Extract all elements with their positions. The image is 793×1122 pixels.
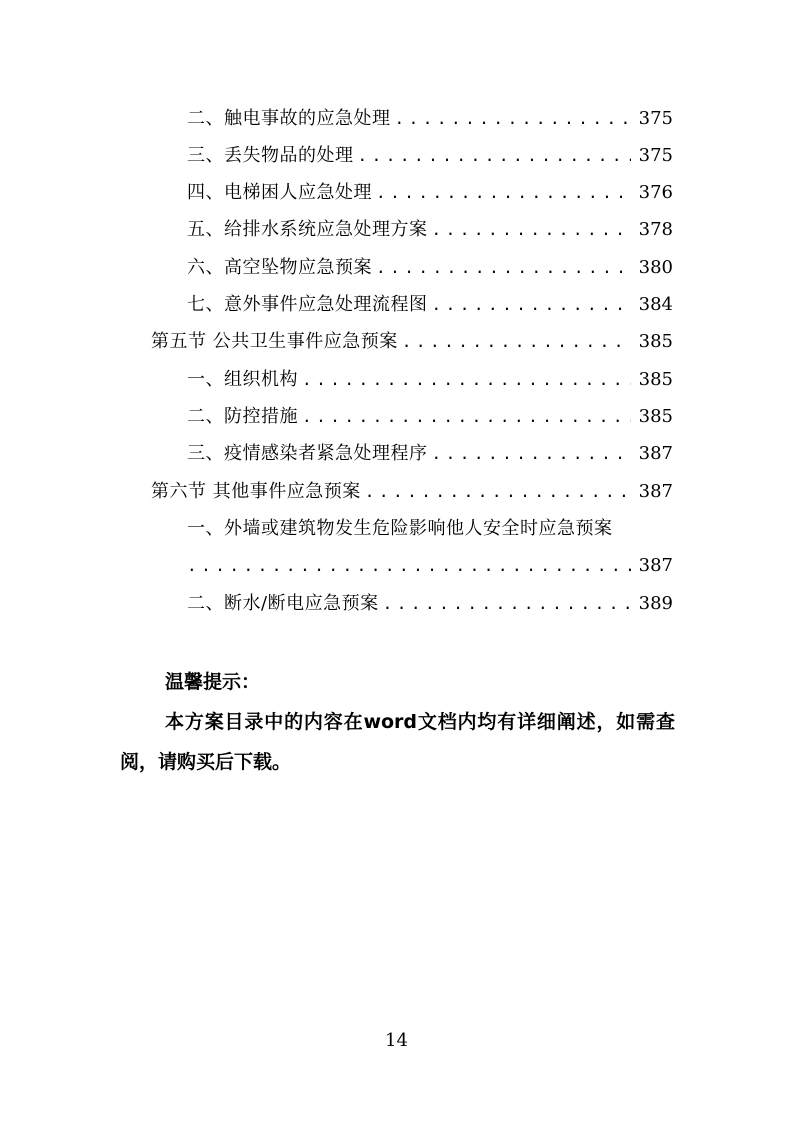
toc-entry-title: 二、断水/断电应急预案 (187, 593, 379, 614)
toc-entry-page: 387 (638, 555, 673, 576)
toc-entry-title: 第六节 其他事件应急预案 (151, 481, 361, 502)
toc-entry-page: 375 (638, 145, 673, 166)
toc-entry-title: 四、电梯困人应急处理 (187, 182, 372, 203)
toc-leader-dots (432, 216, 631, 244)
toc-entry-page: 384 (638, 294, 673, 315)
toc-entry-title: 一、外墙或建筑物发生危险影响他人安全时应急预案 (187, 518, 613, 539)
toc-leader-dots (402, 328, 631, 356)
toc-entry-title: 第五节 公共卫生事件应急预案 (151, 331, 398, 352)
toc-entry-page: 380 (638, 257, 673, 278)
toc-entry[interactable] (187, 216, 673, 244)
toc-entry[interactable] (187, 366, 673, 394)
toc-entry-title: 六、高空坠物应急预案 (187, 257, 372, 278)
toc-entry-title: 二、触电事故的应急处理 (187, 108, 391, 129)
toc-entry[interactable] (187, 142, 673, 170)
page-number: 14 (385, 1030, 408, 1051)
toc-entry-title: 二、防控措施 (187, 406, 298, 427)
toc-entry-continuation[interactable] (187, 552, 673, 580)
toc-section-entry[interactable] (151, 478, 673, 506)
toc-entry[interactable] (187, 291, 673, 319)
toc-entry-title: 五、给排水系统应急处理方案 (187, 219, 428, 240)
toc-entry-title: 七、意外事件应急处理流程图 (187, 294, 428, 315)
toc-leader-dots (358, 142, 631, 170)
toc-leader-dots (365, 478, 631, 506)
toc-entry[interactable] (187, 440, 673, 468)
toc-entry[interactable] (187, 515, 673, 543)
toc-leader-dots (187, 552, 631, 580)
toc-entry-page: 375 (638, 108, 673, 129)
toc-entry[interactable] (187, 590, 673, 618)
toc-leader-dots (432, 440, 631, 468)
toc-entry-page: 385 (638, 406, 673, 427)
toc-entry-page: 385 (638, 369, 673, 390)
notice-box (120, 662, 675, 782)
toc-entry-page: 389 (638, 593, 673, 614)
notice-body: 本方案目录中的内容在word文档内均有详细阐述，如需查阅，请购买后下载。 (120, 711, 675, 773)
toc-entry[interactable] (187, 179, 673, 207)
toc-entry-title: 三、疫情感染者紧急处理程序 (187, 443, 428, 464)
toc-entry-page: 385 (638, 331, 673, 352)
toc-leader-dots (383, 590, 631, 618)
toc-entry-page: 378 (638, 219, 673, 240)
notice-heading: 温馨提示： (165, 671, 261, 693)
toc-section-entry[interactable] (151, 328, 673, 356)
toc-entry-page: 376 (638, 182, 673, 203)
toc-entry-title: 三、丢失物品的处理 (187, 145, 354, 166)
toc-leader-dots (432, 291, 631, 319)
toc-leader-dots (302, 366, 631, 394)
toc-leader-dots (302, 403, 631, 431)
toc-entry-page: 387 (638, 443, 673, 464)
toc-entry[interactable] (187, 403, 673, 431)
toc-leader-dots (376, 179, 631, 207)
toc-entry-page: 387 (638, 481, 673, 502)
toc-leader-dots (376, 254, 631, 282)
toc-leader-dots (395, 105, 631, 133)
toc-entry[interactable] (187, 105, 673, 133)
toc-entry-title: 一、组织机构 (187, 369, 298, 390)
toc-entry[interactable] (187, 254, 673, 282)
